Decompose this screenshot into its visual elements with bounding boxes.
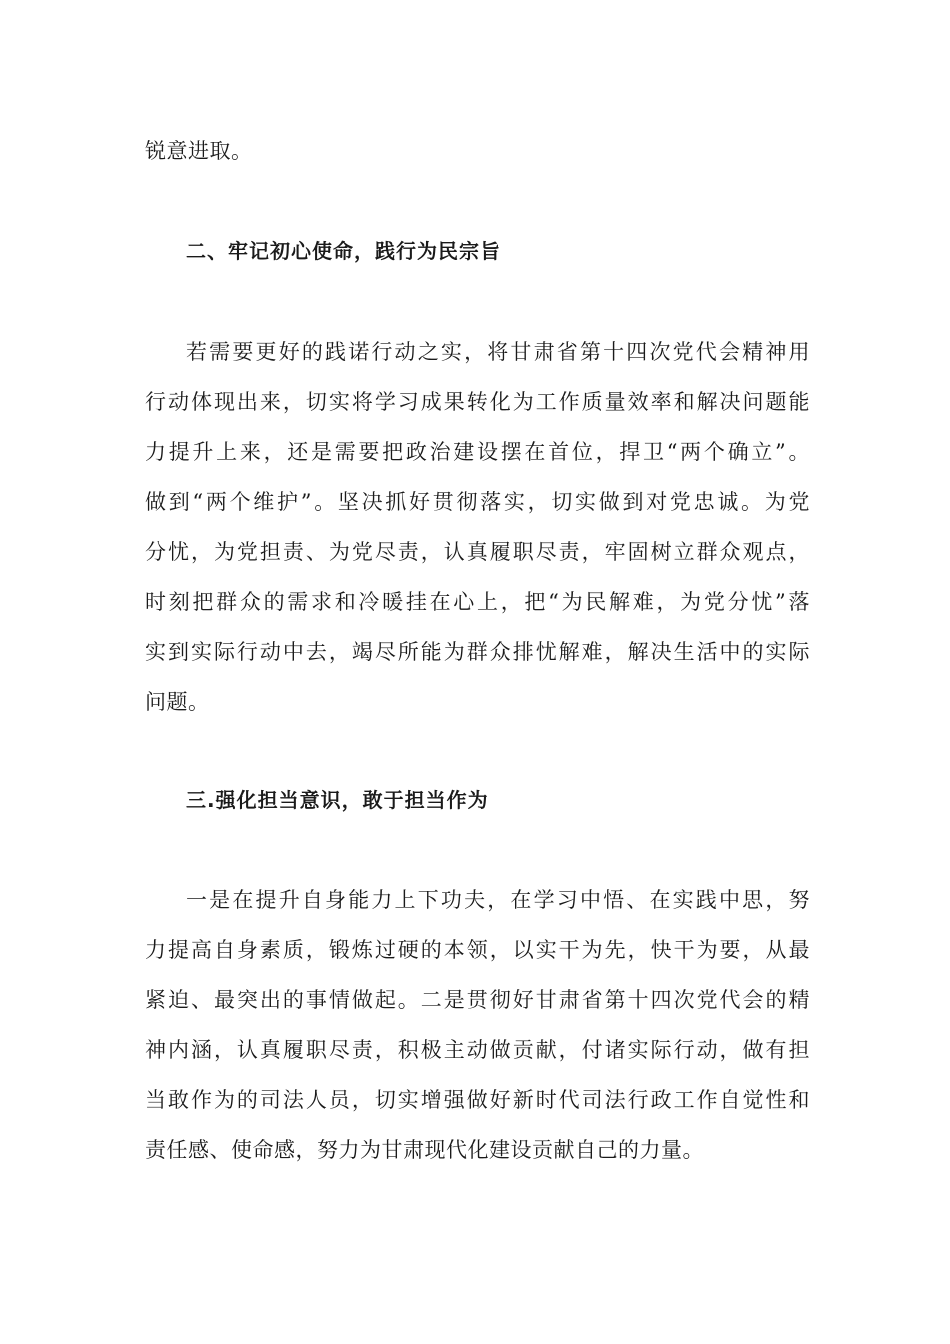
section-2-line: 行动体现出来，切实将学习成果转化为工作质量效率和解决问题能 — [145, 390, 810, 414]
section-3-line: 神内涵，认真履职尽责，积极主动做贡献，付诸实际行动，做有担 — [145, 1038, 810, 1062]
section-2-line: 力提升上来，还是需要把政治建设摆在首位，捍卫“两个确立”。 — [145, 440, 810, 464]
paragraph-continuation-line: 锐意进取。 — [145, 139, 253, 163]
section-2-line: 分忧，为党担责、为党尽责，认真履职尽责，牢固树立群众观点， — [145, 540, 810, 564]
section-2-line: 问题。 — [145, 690, 210, 714]
section-3-line: 一是在提升自身能力上下功夫，在学习中悟、在实践中思，努 — [186, 888, 810, 912]
section-2-heading: 二、牢记初心使命，践行为民宗旨 — [186, 239, 501, 263]
section-2-line: 若需要更好的践诺行动之实，将甘肃省第十四次党代会精神用 — [186, 340, 810, 364]
section-3-line: 力提高自身素质，锻炼过硬的本领，以实干为先，快干为要，从最 — [145, 938, 810, 962]
section-3-line: 当敢作为的司法人员，切实增强做好新时代司法行政工作自觉性和 — [145, 1088, 810, 1112]
section-2-line: 做到“两个维护”。坚决抓好贯彻落实，切实做到对党忠诚。为党 — [145, 490, 810, 514]
section-3-heading: 三.强化担当意识，敢于担当作为 — [186, 788, 489, 812]
section-2-line: 时刻把群众的需求和冷暖挂在心上，把“为民解难，为党分忧”落 — [145, 590, 810, 614]
section-2-line: 实到实际行动中去，竭尽所能为群众排忧解难，解决生活中的实际 — [145, 640, 810, 664]
section-3-line: 紧迫、最突出的事情做起。二是贯彻好甘肃省第十四次党代会的精 — [145, 988, 810, 1012]
section-3-line: 责任感、使命感，努力为甘肃现代化建设贡献自己的力量。 — [145, 1138, 704, 1162]
